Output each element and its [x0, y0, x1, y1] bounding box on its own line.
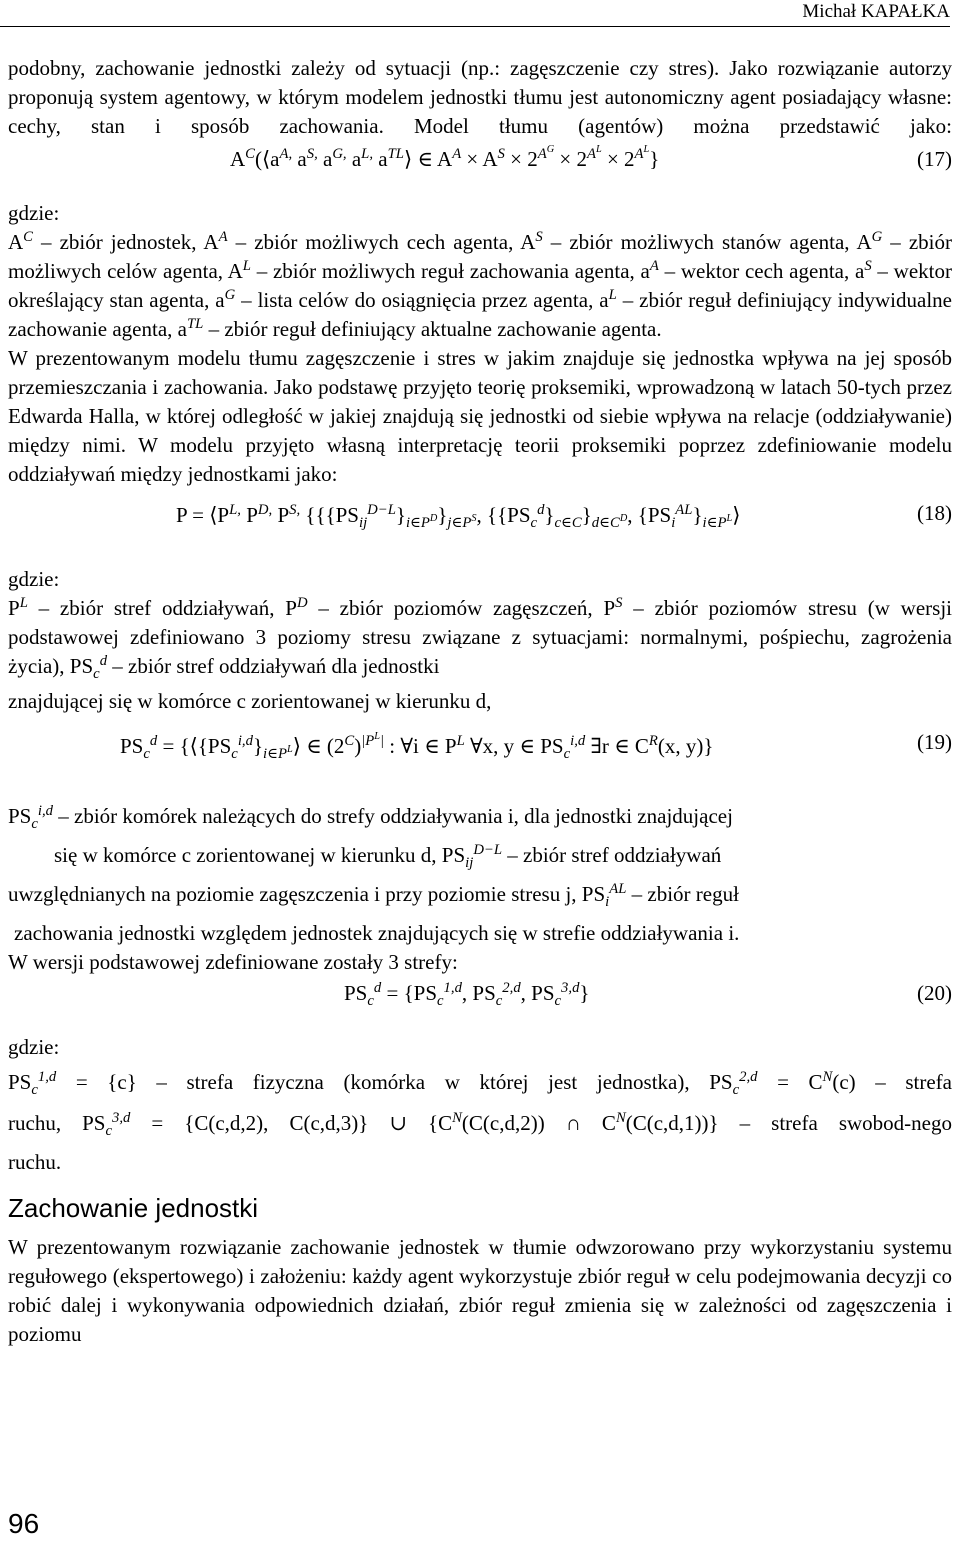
equation-18-body: $P = ⟨P^{L,}$ $P^{D,}$ $P^{S,}$ {$\{\{PS_{ij}^{D-L}\}_{i\in P^D}\}_{j\in P^S}$, $\{\{PS_c^d\}_{c\in C}\}_{d\in C^D}$, $\{PS_i^{AL}\}_{i\in P^L}⟩$ — [176, 502, 741, 532]
paragraph-zones: W wersji podstawowej zdefiniowane zostały 3 strefy: — [8, 950, 458, 974]
definitions-17: $A^C$ – zbiór jednostek, $A^A$ – zbiór możliwych cech agenta, $A^S$ – zbiór możliwych stanów agenta, $A^G$ – zbiór możliwych celów agenta, $A^L$ – zbiór możliwych reguł zachowania agenta, $a^A$ – wektor cech agenta, $a^S$ – wektor określający stan agenta, $a^G$ – lista celów do osiągnięcia przez agenta, $a^L$ – zbiór reguł definiujący indywidualne zachowanie agenta, $a^{TL}$ – zbiór reguł definiujący aktualne zachowanie agenta. — [8, 229, 952, 341]
definitions-19b: się w komórce c zorientowanej w kierunku d, $PS_{ij}^{D-L}$ – zbiór stref oddziaływań — [54, 842, 722, 872]
paragraph-proxemics: W prezentowanym modelu tłumu zagęszczenie i stres w jakim znajduje się jednostka wpływa na jej sposób przemieszczania i zachowania. Jako podstawę przyjęto teorię proksemiki, wprowadzoną w latach 50-tych przez Edwarda Halla, w której odległość w jakiej znajdują się jednostki od siebie wpływa na relacje (oddziaływanie) między nimi. W modelu przyjęto własną interpretację teorii proksemiki poprzez zdefiniowanie modelu oddziaływań między jednostkami jako: — [8, 346, 952, 486]
definitions-20c: ruchu. — [8, 1150, 62, 1174]
definitions-19c: uwzględnianych na poziomie zagęszczenia i przy poziomie stresu j, $PS_i^{AL}$ – zbiór reguł — [8, 881, 739, 911]
equation-20 — [8, 981, 952, 1025]
label-gdzie-20: gdzie: — [8, 1035, 60, 1059]
equation-18 — [8, 497, 952, 559]
page-body — [8, 54, 952, 1349]
page-number: 96 — [8, 1508, 40, 1539]
equation-19-body: $PS_c^d$ = {$⟨\{PS_c^{i,d}\}_{i\in P^L}⟩$ ∈ $(2^C)^{|P^L|}$ : ∀i ∈ $P^L$ ∀x, y ∈ $PS_c^{i,d}$ ∃r ∈ $C^R(x$, y)} — [120, 731, 714, 763]
definitions-20a: $PS_c^{1,d} = \{c\}$ – strefa fizyczna (komórka w której jest jednostka), $PS_c^{2,d} = C^N(c)$ – strefa — [8, 1069, 952, 1099]
equation-17 — [8, 144, 952, 199]
section-heading: Zachowanie jednostki — [8, 1193, 259, 1223]
label-gdzie-17: gdzie: — [8, 201, 60, 225]
equation-19-number: (19) — [917, 730, 952, 754]
running-head — [0, 0, 950, 27]
label-gdzie-18: gdzie: — [8, 567, 60, 591]
definitions-20b: ruchu, $PS_c^{3,d} = \{C(c,d,2)$, C(c,d,3)} ∪ {$C^N(C(c,d,2))$ ∩ $C^N(C(c,d,1))$} – strefa swobod-nego — [8, 1110, 952, 1140]
equation-19 — [8, 730, 952, 788]
paragraph-intro: podobny, zachowanie jednostki zależy od sytuacji (np.: zagęszczenie czy stres). Jako rozwiązanie autorzy proponują system agentowy, w którym modelem jednostki tłumu jest autonomiczny agent posiadający własne: cechy, stan i sposób zachowania. Model tłumu (agentów) można przedstawić jako: — [8, 56, 952, 138]
definitions-18b: znajdującej się w komórce c zorientowanej w kierunku d, — [8, 689, 492, 713]
equation-17-body: $A^C(⟨a^{A,}$ $a^{S,}$ $a^{G,}$ $a^{L,}$ $a^{TL}⟩$ ∈ $A^A \times A^S \times 2^{A^G} \times 2^{A^L} \times 2^{A^L}$} — [230, 144, 660, 171]
equation-18-number: (18) — [917, 501, 952, 525]
equation-20-number: (20) — [917, 981, 952, 1005]
equation-17-number: (17) — [917, 147, 952, 171]
paragraph-behaviour: W prezentowanym rozwiązanie zachowanie jednostek w tłumie odwzorowano przy wykorzystaniu systemu regułowego (ekspertowego) i założeniu: każdy agent wykorzystuje zbiór reguł w celu podejmowania decyzji co robić dalej i wykonywania odpowiednich działań, zbiór reguł zmienia się w zależności od zagęszczenia i poziomu — [8, 1235, 952, 1346]
definitions-19a: $PS_c^{i,d}$ – zbiór komórek należących do strefy oddziaływania i, dla jednostki znajdującej — [8, 803, 733, 833]
running-head-text: Michał KAPAŁKA — [802, 1, 950, 22]
definitions-19d: zachowania jednostki względem jednostek znajdujących się w strefie oddziaływania i. — [14, 921, 740, 945]
definitions-18a: $P^L$ – zbiór stref oddziaływań, $P^D$ – zbiór poziomów zagęszczeń, $P^S$ – zbiór poziomów stresu (w wersji podstawowej zdefiniowano 3 poziomy stresu związane z sytuacjami: normalnymi, pośpiechu, zagrożenia życia), $PS_c^d$ – zbiór stref oddziaływań dla jednostki — [8, 595, 952, 683]
equation-20-body: $PS_c^d = \{PS_c^{1,d}$, $PS_c^{2,d}$, $PS_c^{3,d}$} — [344, 980, 590, 1010]
